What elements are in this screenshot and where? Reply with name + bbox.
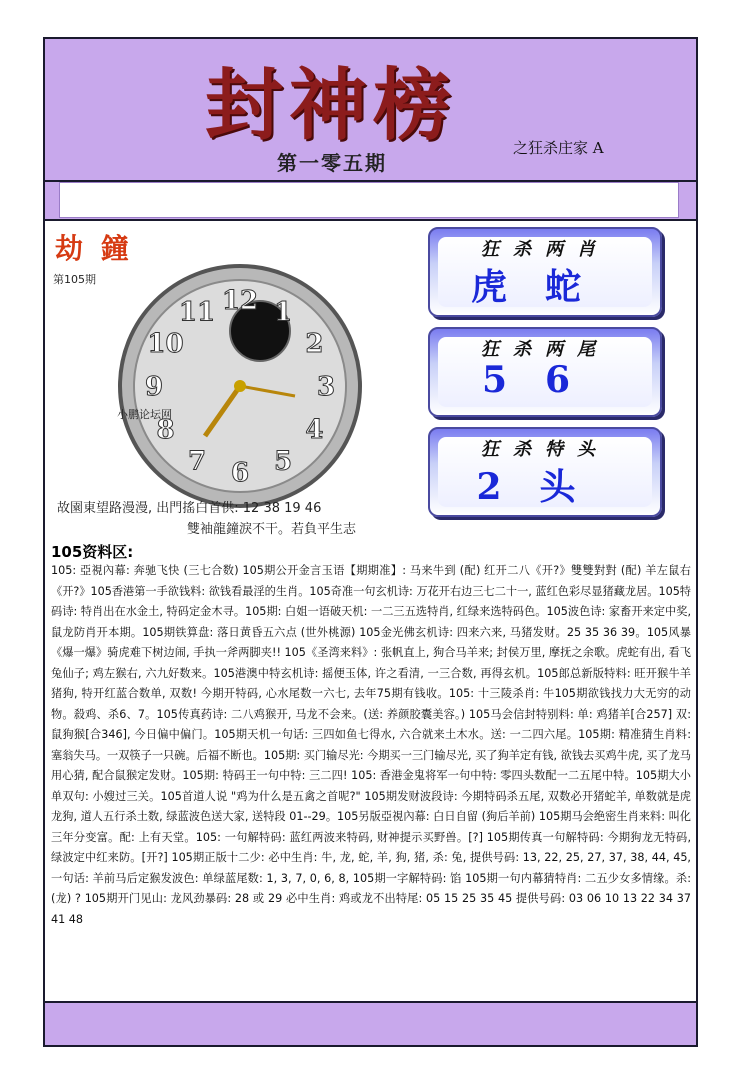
prediction-box-head <box>428 427 662 517</box>
clock-numeral: 9 <box>144 372 164 402</box>
clock-numeral: 5 <box>273 446 293 477</box>
page-frame <box>43 37 698 1047</box>
footer-bar <box>45 1003 696 1045</box>
prediction-box-zodiac <box>428 227 662 317</box>
poem-line-2: 雙袖龍鐘淚不干。若負平生志 <box>187 522 357 537</box>
clock-numeral: 8 <box>156 415 175 445</box>
clock-numeral: 6 <box>230 458 250 488</box>
section-body: 105: 亞視內幕: 奔驰飞快 (三七合数) 105期公开金言玉语【期期准】: 马来牛到 (配) 红开二八《开?》雙雙對對 (配) 羊左鼠右《开?》105香港第一手欲钱料: 欲钱看最淫的生肖。105奇准一句玄机诗: 万花开右边三七二十一, 蓝红色彩尽显猪藏龙居。105特码诗: 特肖出在水金土, 特码定金木寻。105期: 白姐一语破天机: 一二三五选特肖, 红绿来选特码色。105波色诗: 家畜开来定中奖, 鼠龙防肖开本期。105期铁算盘: 落日黄昏五六点 (世外桃源) 105金光佛玄机诗: 四来六来, 马猪发财。25 35 36 39。105风暴《爆一爆》骑虎难下树边闹, 手执一斧两脚夹!! 105《圣湾来料》: 张帆直上, 狗合马羊来; 封侯万里, 摩抚之余歌。虎蛇有出, 看飞兔仙子; 鸡左猴右, 六九好数来。105港澳中特玄机诗: 摇便玉体, 许之看清, 一三合数, 再得玄机。105郎总新版特料: 旺开猴牛羊猪狗, 特开红蓝合数单, 双数! 今期开特码, 心水尾数一六七, 去年75期有钱收。105: 十三陵杀肖: 牛105期欲钱找力大无穷的动物。殺鸡、杀6、7。105传真药诗: 二八鸡猴开, 马龙不会来。(送: 养颜胶囊美容。) 105马会信封特别料: 单: 鸡猪羊[合257] 双: 鼠狗猴[合346], 今日偏中偏门。105期天机一句话: 三四如鱼七得水, 六合就来土木水。送: 一二四六尾。105期: 精准猜生肖料: 塞翁失马。一双筷子一只碗。后福不断也。105期: 买门输尽光: 今期买一三门输尽光, 买了狗羊定有钱, 欲钱去买鸡牛虎, 买了龙马用心猜, 配合鼠猴定发财。105期: 特码王一句中特: 三二四! 105: 香港金鬼将军一句中特: 零四头数配一二五尾中特。105期大小单双句: 小嫂过三关。105首道人说 "鸡为什么是五禽之首呢?" 105期发财波段诗: 今期特码杀五尾, 双数必开猪蛇羊, 单数就是虎龙狗, 道人五行杀土数, 绿蓝波色送大家, 送特段 01--29。105另版亞視內幕: 白日自留 (狗后羊前) 105期马会绝密生肖来料: 叫化三年分变富。配: 上有天堂。105: 一句解特码: 蓝红两波来特码, 财神提示买野兽。[?] 105期传真一句解特码: 今期狗龙无特码, 绿波定中红来防。[开?] 105期正版十二少: 必中生肖: 牛, 龙, 蛇, 羊, 狗, 猪, 杀: 兔, 提供号码: 13, 22, 25, 27, 37, 38, 44, 45, 一句话: 羊前马后定猴发波色: 单绿蓝尾数: 1, 3, 7, 0, 6, 8, 105期一字解特码: 馅 105期一句内幕猜特肖: 二五少女多情缘。杀: (龙) ? 105期开门见山: 龙风劲暴码: 28 或 29 必中生肖: 鸡或龙不出特尾: 05 15 25 35 45 提供号码: 03 06 10 13 22 34 37 41 48 <box>51 564 691 926</box>
issue-number: 第一零五期 <box>277 151 387 175</box>
data-section <box>45 537 696 1003</box>
prediction-value: 2头 <box>476 466 614 508</box>
clock-panel <box>45 221 423 537</box>
clock-heading: 劫 鐘 <box>55 232 133 265</box>
clock-numeral: 1 <box>273 297 293 328</box>
middle-section <box>45 219 696 539</box>
prediction-label: 狂杀两肖 <box>481 239 609 260</box>
clock-numeral: 3 <box>316 372 336 402</box>
forum-watermark: 小鹏论坛网 <box>117 408 172 421</box>
clock-numeral: 11 <box>178 297 216 328</box>
zodiac-clock-image <box>45 221 423 537</box>
clock-numeral: 4 <box>305 415 324 445</box>
prediction-value: 56 <box>481 359 609 401</box>
clock-numeral: 12 <box>221 286 259 316</box>
notice-bar <box>59 182 679 218</box>
poem-line-1: 故園東望路漫漫, 出門搖白首供: 12 38 19 46 <box>57 501 322 516</box>
prediction-box-tail <box>428 327 662 417</box>
period-label: 第105期 <box>53 273 96 286</box>
page-title: 封神榜 <box>205 60 458 151</box>
prediction-label: 狂杀特头 <box>481 439 609 460</box>
clock-numeral: 10 <box>147 329 184 359</box>
section-title: 105资料区: <box>51 543 134 561</box>
prediction-label: 狂杀两尾 <box>481 339 609 360</box>
slogan: 之狂杀庄家 A <box>513 139 604 157</box>
prediction-value: 虎蛇 <box>470 266 619 308</box>
header <box>45 39 696 182</box>
clock-numeral: 2 <box>305 329 324 359</box>
clock-numeral: 7 <box>187 446 207 477</box>
prediction-boxes <box>428 227 664 527</box>
